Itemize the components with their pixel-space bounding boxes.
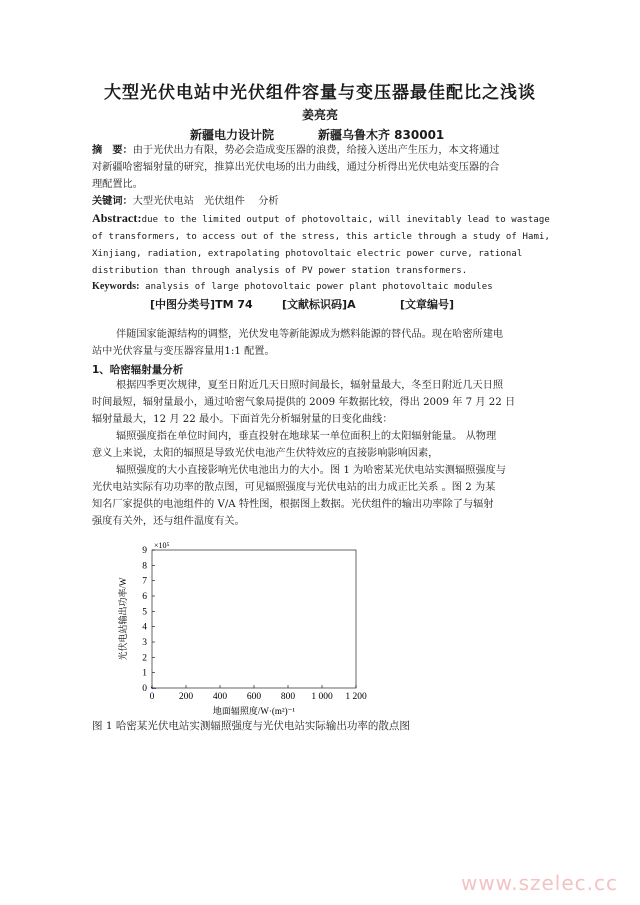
y-tick-label: 9 bbox=[142, 546, 147, 556]
body-line: 时间最短，辐射量最小，通过哈密气象局提供的 2009 年数据比较，得出 2009 年 7 月 22 日 bbox=[92, 397, 516, 408]
watermark: www.szelec.cc bbox=[460, 871, 618, 895]
body-line: 辐照强度的大小直接影响光伏电池出力的大小。图 1 为哈密某光伏电站实测辐照强度与 bbox=[116, 465, 506, 476]
abstract-cn bbox=[92, 142, 562, 193]
abstract-en-line: distribution than through analysis of PV power station transformers. bbox=[92, 266, 468, 276]
y-tick-label: 0 bbox=[142, 684, 147, 694]
y-tick-label: 5 bbox=[142, 607, 147, 618]
abstract-cn-line: 对新疆哈密辐射量的研究，推算出光伏电场的出力曲线，通过分析得出光伏电站变压器的合 bbox=[92, 162, 500, 173]
paper-title: 大型光伏电站中光伏组件容量与变压器最佳配比之浅谈 bbox=[104, 83, 536, 103]
abstract-en-line: Xinjiang, radiation, extrapolating photovoltaic electric power curve, rational bbox=[92, 249, 523, 259]
y-exponent-label: ×10⁵ bbox=[154, 541, 170, 550]
author-name: 姜亮亮 bbox=[301, 108, 338, 122]
keywords-cn-text: 大型光伏电站 光伏组件 分析 bbox=[132, 196, 279, 207]
doc-value: A bbox=[347, 298, 356, 311]
intro-line: 站中光伏容量与变压器容量用1:1 配置。 bbox=[92, 346, 275, 357]
x-axis-label: 地面辐照度/W·(m²)⁻¹ bbox=[212, 706, 296, 716]
body-line: 光伏电站实际有功功率的散点图，可见辐照强度与光伏电站的出力成正比关系 。图 2 为某 bbox=[92, 482, 496, 493]
y-tick-label: 3 bbox=[142, 638, 147, 648]
y-tick-label: 1 bbox=[142, 668, 147, 679]
x-tick-label: 400 bbox=[212, 692, 228, 702]
class-number bbox=[150, 296, 253, 312]
keywords-en-text: analysis of large photovoltaic power plant photovoltaic modules bbox=[145, 282, 493, 292]
y-tick-label: 8 bbox=[142, 561, 147, 572]
abstract-en-line: of transformers, to access out of the stress, this article through a study of Hami, bbox=[92, 232, 551, 242]
affiliation-city: 新疆乌鲁木齐 830001 bbox=[318, 128, 445, 142]
body-line: 知名厂家提供的电池组件的 V/A 特性图，根据图上数据。光伏组件的输出功率除了与辐射 bbox=[92, 499, 494, 510]
y-tick-label: 7 bbox=[142, 576, 147, 587]
affiliation-org: 新疆电力设计院 bbox=[190, 128, 275, 142]
doc-label: [文献标识码] bbox=[282, 298, 348, 311]
keywords-cn bbox=[92, 193, 279, 210]
class-value: TM 74 bbox=[215, 298, 253, 311]
y-tick-label: 2 bbox=[142, 653, 147, 664]
body-line: 辐射量最大，12 月 22 最小。下面首先分析辐射量的日变化曲线： bbox=[92, 414, 393, 425]
abstract-cn-label: 摘 要： bbox=[92, 145, 133, 156]
abstract-cn-line: 由于光伏出力有限，势必会造成变压器的浪费，给接入送出产生压力，本文将通过 bbox=[132, 145, 500, 156]
class-label: [中图分类号] bbox=[150, 298, 216, 311]
keywords-en-label: Keywords: bbox=[92, 281, 140, 292]
figure-1-caption: 图 1 哈密某光伏电站实测辐照强度与光伏电站实际输出功率的散点图 bbox=[92, 720, 410, 732]
body-line: 强度有关外，还与组件温度有关。 bbox=[92, 516, 245, 527]
abstract-en bbox=[92, 210, 562, 280]
section-1-body bbox=[92, 377, 562, 530]
x-tick-label: 600 bbox=[246, 692, 262, 702]
y-axis-label: 光伏电站输出功率/W bbox=[118, 577, 128, 661]
abstract-cn-line: 理配置比。 bbox=[92, 179, 143, 190]
body-line: 意义上来说，太阳的辐照是导致光伏电池产生伏特效应的直接影响影响因素， bbox=[92, 448, 439, 459]
abstract-en-label: Abstract: bbox=[92, 211, 142, 225]
plot-frame bbox=[152, 550, 356, 688]
figure-1-scatter-chart bbox=[110, 538, 370, 718]
doc-code bbox=[282, 296, 356, 312]
y-tick-label: 4 bbox=[142, 622, 147, 633]
y-tick-label: 6 bbox=[142, 592, 147, 602]
x-tick-label: 0 bbox=[149, 692, 155, 702]
x-tick-label: 1 200 bbox=[345, 692, 367, 702]
x-tick-label: 800 bbox=[280, 692, 296, 702]
body-line: 根据四季更次规律，夏至日附近几天日照时间最长，辐射量最大，冬至日附近几天日照 bbox=[116, 380, 504, 391]
keywords-en bbox=[92, 278, 493, 296]
keywords-cn-label: 关键词： bbox=[92, 196, 133, 207]
intro-paragraph bbox=[92, 326, 562, 360]
abstract-en-line: due to the limited output of photovoltaic, will inevitably lead to wastage bbox=[141, 215, 550, 225]
x-tick-label: 1 000 bbox=[311, 692, 333, 702]
article-number: [文章编号] bbox=[400, 298, 455, 311]
section-1-heading: 1、哈密辐射量分析 bbox=[92, 364, 184, 376]
body-line: 辐照强度指在单位时间内，垂直投射在地球某一单位面积上的太阳辐射能量。 从物理 bbox=[116, 431, 497, 442]
intro-line: 伴随国家能源结构的调整，光伏发电等新能源成为燃料能源的替代品。现在哈密所建电 bbox=[116, 329, 504, 340]
x-tick-label: 200 bbox=[178, 692, 194, 702]
